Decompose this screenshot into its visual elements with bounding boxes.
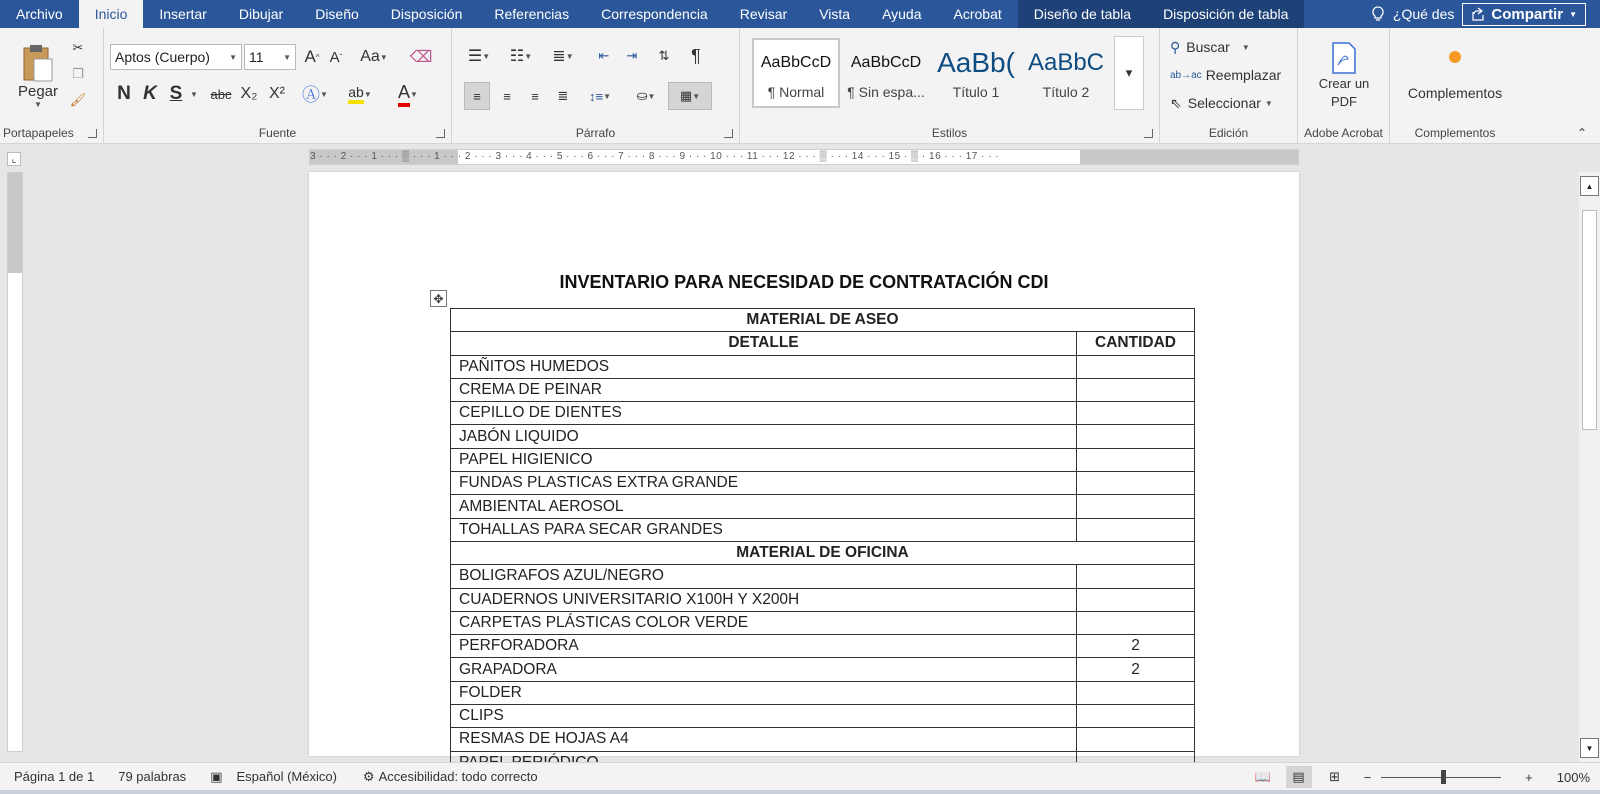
addins-button[interactable] <box>1398 36 1512 116</box>
quantity-cell[interactable] <box>1077 378 1195 401</box>
styles-launcher[interactable] <box>1144 129 1153 138</box>
find-label: Buscar <box>1186 39 1230 55</box>
scroll-down-icon[interactable]: ▼ <box>1580 738 1599 758</box>
chevron-down-icon: ▼ <box>565 51 574 61</box>
chevron-down-icon: ▼ <box>283 52 291 62</box>
chevron-down-icon: ▼ <box>320 89 328 99</box>
table-row <box>451 611 1195 634</box>
table-row <box>451 402 1195 425</box>
zoom-in-icon[interactable]: + <box>1525 769 1533 785</box>
item-cell[interactable]: CLIPS <box>451 705 1077 728</box>
chevron-down-icon: ▼ <box>1569 9 1577 19</box>
share-icon <box>1471 7 1485 21</box>
group-styles <box>740 28 1160 144</box>
style-no-spacing[interactable] <box>842 38 930 108</box>
group-label-styles: Estilos <box>931 126 968 140</box>
zoom-controls <box>1250 763 1600 791</box>
multilevel-list-icon[interactable]: ≣ ▼ <box>552 48 574 65</box>
numbering-icon[interactable]: ☷ ▼ <box>509 48 533 65</box>
tab-diseno-de-tabla[interactable]: Diseño de tabla <box>1018 0 1147 28</box>
style-sample: AaBbC <box>1027 49 1105 76</box>
quantity-cell[interactable] <box>1077 611 1195 634</box>
font-name-value: Aptos (Cuerpo) <box>115 49 210 65</box>
clipboard-icon <box>20 43 56 83</box>
create-pdf-button[interactable] <box>1306 36 1382 116</box>
style-name: Título 2 <box>1042 84 1090 100</box>
shrink-font-icon[interactable]: A ˇ <box>329 48 343 66</box>
group-label-font: Fuente <box>258 126 297 140</box>
style-normal[interactable] <box>752 38 840 108</box>
item-cell[interactable]: GRAPADORA <box>451 658 1077 681</box>
align-center-icon[interactable]: ≡ <box>503 88 511 104</box>
replace-label: Reemplazar <box>1205 67 1282 83</box>
chevron-down-icon: ▼ <box>647 91 656 101</box>
vertical-scrollbar[interactable] <box>1579 172 1600 762</box>
chevron-down-icon: ▼ <box>363 89 372 99</box>
paragraph-launcher[interactable] <box>724 129 733 138</box>
clipboard-launcher[interactable] <box>88 129 97 138</box>
inventory-table[interactable] <box>450 308 1195 775</box>
style-name: Título 1 <box>952 84 1000 100</box>
underline-dropdown[interactable] <box>188 82 200 106</box>
group-addins <box>1390 28 1520 144</box>
status-page[interactable]: Página 1 de 1 <box>14 769 95 784</box>
strikethrough-button[interactable]: abc <box>210 86 232 102</box>
style-sample: AaBb( <box>937 47 1015 78</box>
proofing-icon[interactable]: ▣ <box>210 768 223 784</box>
italic-button[interactable]: K <box>143 83 157 104</box>
item-cell[interactable]: TOHALLAS PARA SECAR GRANDES <box>451 518 1077 541</box>
ribbon-tab-bar <box>0 0 1600 28</box>
replace-icon: ab→ac <box>1170 69 1202 81</box>
increase-indent-icon[interactable]: ⇥ <box>626 48 638 63</box>
quantity-cell[interactable] <box>1077 472 1195 495</box>
ruler-margin-top <box>8 173 22 273</box>
group-label-paragraph: Párrafo <box>575 126 616 140</box>
borders-icon[interactable]: ▦ ▼ <box>668 82 712 110</box>
window-bottom-edge <box>0 790 1600 794</box>
change-case-button[interactable] <box>356 46 392 68</box>
quantity-cell[interactable] <box>1077 518 1195 541</box>
chevron-down-icon: ▼ <box>524 51 533 61</box>
item-cell[interactable]: FUNDAS PLASTICAS EXTRA GRANDE <box>451 472 1077 495</box>
tab-referencias[interactable]: Referencias <box>494 6 570 22</box>
pdf-icon <box>1329 41 1359 75</box>
align-right-icon[interactable]: ≡ <box>531 88 539 104</box>
table-row <box>451 448 1195 471</box>
chevron-down-icon: ▼ <box>1264 98 1273 108</box>
addins-label: Complementos <box>1407 85 1503 101</box>
format-painter-icon[interactable]: 🖌 <box>69 92 87 107</box>
quantity-cell[interactable] <box>1077 495 1195 518</box>
style-sample: AaBbCcD <box>850 54 922 71</box>
table-row <box>451 541 1195 564</box>
replace-button[interactable] <box>1170 64 1288 86</box>
tab-dibujar[interactable]: Dibujar <box>238 6 284 22</box>
group-label-clipboard: Portapapeles <box>3 126 74 140</box>
table-row <box>451 705 1195 728</box>
font-color-icon[interactable]: A ▼ <box>388 82 428 106</box>
table-row <box>451 309 1195 332</box>
create-pdf-label: Crear un PDF <box>1318 76 1370 109</box>
lightbulb-icon <box>1371 6 1385 22</box>
tab-inicio[interactable]: Inicio <box>79 0 144 28</box>
tab-selector-icon[interactable]: ⌞ <box>7 152 21 166</box>
subscript-icon[interactable]: X₂ <box>240 85 258 102</box>
table-row <box>451 518 1195 541</box>
status-accessibility[interactable]: Accesibilidad: todo correcto <box>378 769 538 784</box>
font-size-value: 11 <box>249 49 264 65</box>
tab-vista[interactable]: Vista <box>819 6 851 22</box>
style-sample: AaBbCcD <box>760 54 832 71</box>
quantity-cell[interactable] <box>1077 705 1195 728</box>
highlight-color-icon[interactable]: ab ▼ <box>340 82 380 106</box>
chevron-down-icon: ▼ <box>229 52 237 62</box>
chevron-down-icon: ▼ <box>379 52 388 62</box>
item-cell[interactable]: RESMAS DE HOJAS A4 <box>451 728 1077 751</box>
quantity-cell[interactable]: 2 <box>1077 635 1195 658</box>
chevron-down-icon: ▼ <box>482 51 491 61</box>
status-language[interactable]: Español (México) <box>236 769 337 784</box>
font-size-combo[interactable] <box>244 44 296 70</box>
scroll-thumb[interactable] <box>1582 210 1597 430</box>
item-cell[interactable]: CREMA DE PEINAR <box>451 378 1077 401</box>
table-row <box>451 472 1195 495</box>
table-row <box>451 425 1195 448</box>
table-row <box>451 658 1195 681</box>
chevron-down-icon: ▼ <box>692 91 701 101</box>
superscript-icon[interactable]: X² <box>269 85 285 102</box>
column-header-detail[interactable]: DETALLE <box>451 332 1077 355</box>
chevron-down-icon: ▼ <box>34 100 42 109</box>
group-acrobat <box>1298 28 1390 144</box>
ribbon <box>0 28 1600 144</box>
paste-label: Pegar <box>17 83 59 100</box>
font-name-combo[interactable] <box>110 44 242 70</box>
group-paragraph <box>452 28 740 144</box>
item-cell[interactable]: JABÓN LIQUIDO <box>451 425 1077 448</box>
chevron-down-icon: ▼ <box>1241 42 1250 52</box>
clear-format-icon[interactable]: ⌫ <box>409 49 433 66</box>
tab-insertar[interactable]: Insertar <box>159 6 207 22</box>
chevron-down-icon: ▼ <box>190 89 198 99</box>
item-cell[interactable]: CEPILLO DE DIENTES <box>451 402 1077 425</box>
tab-disposicion[interactable]: Disposición <box>390 6 463 22</box>
item-cell[interactable]: AMBIENTAL AEROSOL <box>451 495 1077 518</box>
zoom-slider-thumb[interactable] <box>1441 770 1446 784</box>
grow-font-icon[interactable]: A ^ <box>304 47 320 66</box>
addins-icon <box>1449 51 1461 63</box>
zoom-out-icon[interactable]: − <box>1363 769 1372 785</box>
copy-icon[interactable]: ❐ <box>72 66 84 81</box>
group-label-acrobat: Adobe Acrobat <box>1304 126 1383 140</box>
quantity-cell[interactable] <box>1077 565 1195 588</box>
collapse-ribbon-icon[interactable]: ⌃ <box>1576 126 1588 140</box>
ruler-margin-right <box>1080 150 1298 164</box>
item-cell[interactable]: PAÑITOS HUMEDOS <box>451 355 1077 378</box>
group-font <box>104 28 452 144</box>
quantity-cell[interactable] <box>1077 588 1195 611</box>
quantity-cell[interactable] <box>1077 355 1195 378</box>
tab-correspondencia[interactable]: Correspondencia <box>601 6 708 22</box>
group-clipboard <box>0 28 104 144</box>
section-header-aseo[interactable]: MATERIAL DE ASEO <box>451 309 1195 332</box>
paste-button[interactable] <box>12 36 64 116</box>
item-cell[interactable]: PERFORADORA <box>451 635 1077 658</box>
quantity-cell[interactable] <box>1077 728 1195 751</box>
item-cell[interactable]: BOLIGRAFOS AZUL/NEGRO <box>451 565 1077 588</box>
table-move-handle-icon[interactable]: ✥ <box>430 290 447 307</box>
section-header-oficina[interactable]: MATERIAL DE OFICINA <box>451 541 1195 564</box>
align-left-icon[interactable]: ≡ <box>464 82 490 110</box>
quantity-cell[interactable] <box>1077 425 1195 448</box>
change-case-label: Aa <box>360 48 380 65</box>
select-label: Seleccionar <box>1187 95 1261 111</box>
ruler-numbers: 3 · · · 2 · · · 1 · · · ▒ · · · 1 · · · 2 · · · 3 · · · 4 · · · 5 · · · 6 · · · 7 · · · 8 · · · 9 · · · 10 · · · 11 · · · 12 · · · ▒ · · · 14 · · · 15 · ▒ · 16 · · · 17 · · · <box>310 151 1000 162</box>
scroll-up-icon[interactable]: ▲ <box>1580 176 1599 196</box>
chevron-down-icon: ▼ <box>603 91 611 101</box>
item-cell[interactable]: CARPETAS PLÁSTICAS COLOR VERDE <box>451 611 1077 634</box>
table-row <box>451 332 1195 355</box>
accessibility-icon: ⚙ <box>362 768 375 784</box>
styles-gallery-more-icon[interactable]: ▾ <box>1114 36 1144 110</box>
zoom-level[interactable]: 100% <box>1556 769 1590 785</box>
bold-button[interactable]: N <box>117 83 131 104</box>
cut-icon[interactable]: ✂ <box>72 40 84 55</box>
table-row <box>451 355 1195 378</box>
item-cell[interactable]: PAPEL HIGIENICO <box>451 448 1077 471</box>
underline-button[interactable]: S <box>169 83 183 104</box>
column-header-quantity[interactable]: CANTIDAD <box>1077 332 1195 355</box>
shading-icon[interactable]: ⛀ ▼ <box>636 88 656 103</box>
bullets-icon[interactable]: ☰ ▼ <box>467 48 491 65</box>
read-mode-icon[interactable]: 📖 <box>1254 769 1271 784</box>
style-heading-2[interactable] <box>1022 38 1110 108</box>
font-launcher[interactable] <box>436 129 445 138</box>
item-cell[interactable]: FOLDER <box>451 681 1077 704</box>
search-icon: ⚲ <box>1170 38 1181 55</box>
vertical-ruler[interactable] <box>7 172 23 752</box>
table-row <box>451 565 1195 588</box>
style-heading-1[interactable] <box>932 38 1020 108</box>
line-spacing-icon[interactable]: ↕≡ ▼ <box>588 88 611 104</box>
text-effects-icon[interactable]: Ⓐ ▼ <box>302 85 328 105</box>
group-label-addins: Complementos <box>1414 126 1496 140</box>
status-bar <box>0 762 1600 790</box>
share-button[interactable] <box>1462 3 1586 26</box>
tab-acrobat[interactable]: Acrobat <box>953 6 1002 22</box>
quantity-cell[interactable] <box>1077 402 1195 425</box>
item-cell[interactable]: CUADERNOS UNIVERSITARIO X100H Y X200H <box>451 588 1077 611</box>
tab-diseno[interactable]: Diseño <box>315 6 359 22</box>
justify-icon[interactable]: ≣ <box>557 88 569 103</box>
table-row <box>451 588 1195 611</box>
cursor-icon: ⇖ <box>1170 94 1182 111</box>
tab-archivo[interactable]: Archivo <box>16 6 63 22</box>
table-row <box>451 635 1195 658</box>
quantity-cell[interactable] <box>1077 448 1195 471</box>
select-button[interactable] <box>1170 92 1292 114</box>
document-page[interactable] <box>309 172 1299 756</box>
status-word-count[interactable]: 79 palabras <box>118 769 187 784</box>
table-row <box>451 681 1195 704</box>
style-name: ¶ Normal <box>767 84 825 100</box>
show-marks-icon[interactable]: ¶ <box>691 45 701 66</box>
web-layout-icon[interactable]: ⊞ <box>1329 769 1341 784</box>
tab-ayuda[interactable]: Ayuda <box>882 6 922 22</box>
decrease-indent-icon[interactable]: ⇤ <box>598 48 610 63</box>
tab-revisar[interactable]: Revisar <box>739 6 788 22</box>
table-row <box>451 495 1195 518</box>
print-layout-icon[interactable]: ▤ <box>1286 766 1312 788</box>
horizontal-ruler[interactable] <box>309 149 1299 165</box>
find-button[interactable] <box>1170 36 1288 58</box>
quantity-cell[interactable] <box>1077 681 1195 704</box>
chevron-down-icon: ▼ <box>410 89 418 99</box>
document-title[interactable]: INVENTARIO PARA NECESIDAD DE CONTRATACIÓN CDI <box>559 272 1049 292</box>
share-label: Compartir <box>1491 5 1564 23</box>
tab-disposicion-de-tabla[interactable]: Disposición de tabla <box>1147 0 1304 28</box>
style-name: ¶ Sin espa... <box>847 84 925 100</box>
group-label-editing: Edición <box>1208 126 1249 140</box>
table-row <box>451 378 1195 401</box>
group-editing <box>1160 28 1298 144</box>
sort-icon[interactable]: ⇅ <box>658 48 670 63</box>
table-row <box>451 728 1195 751</box>
zoom-slider[interactable] <box>1381 777 1501 778</box>
quantity-cell[interactable]: 2 <box>1077 658 1195 681</box>
tell-me-search[interactable]: ¿Qué des <box>1392 6 1455 22</box>
